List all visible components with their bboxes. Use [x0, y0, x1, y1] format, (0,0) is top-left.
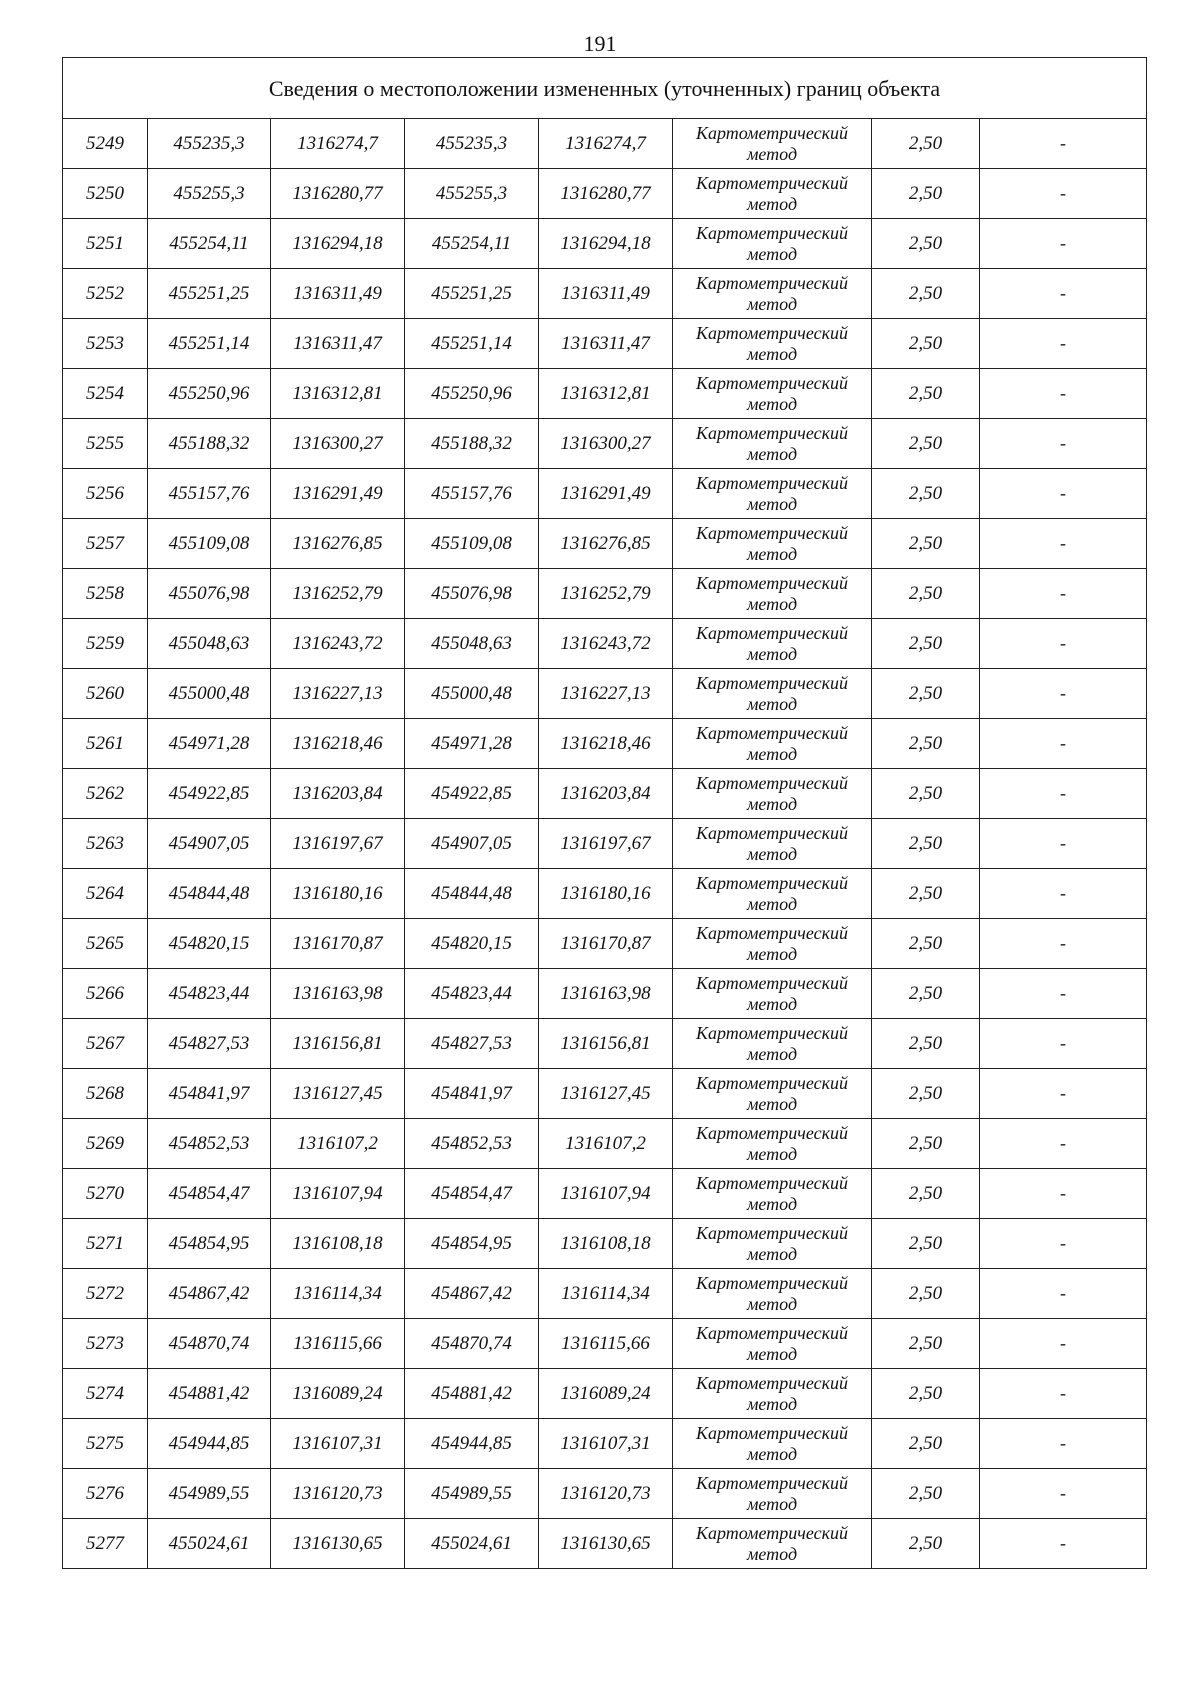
precision-cell: 2,50: [872, 1469, 980, 1519]
x-new-cell: 455254,11: [405, 219, 539, 269]
point-number-cell: 5258: [63, 569, 148, 619]
method-cell: Картометрический метод: [673, 969, 872, 1019]
point-number-cell: 5263: [63, 819, 148, 869]
table-row: [63, 919, 1147, 969]
x-existing-cell: 455255,3: [148, 169, 271, 219]
x-new-cell: 455000,48: [405, 669, 539, 719]
method-cell: Картометрический метод: [673, 319, 872, 369]
description-cell: -: [980, 519, 1147, 569]
description-cell: -: [980, 119, 1147, 169]
y-new-cell: 1316311,47: [539, 319, 673, 369]
y-existing-cell: 1316127,45: [271, 1069, 405, 1119]
table-row: [63, 1469, 1147, 1519]
method-cell: Картометрический метод: [673, 769, 872, 819]
description-cell: -: [980, 1169, 1147, 1219]
y-new-cell: 1316130,65: [539, 1519, 673, 1569]
method-cell: Картометрический метод: [673, 1319, 872, 1369]
y-new-cell: 1316276,85: [539, 519, 673, 569]
y-existing-cell: 1316252,79: [271, 569, 405, 619]
x-existing-cell: 454989,55: [148, 1469, 271, 1519]
precision-cell: 2,50: [872, 519, 980, 569]
method-cell: Картометрический метод: [673, 269, 872, 319]
x-new-cell: 454870,74: [405, 1319, 539, 1369]
method-cell: Картометрический метод: [673, 1169, 872, 1219]
x-existing-cell: 454841,97: [148, 1069, 271, 1119]
description-cell: -: [980, 1369, 1147, 1419]
x-existing-cell: 455109,08: [148, 519, 271, 569]
x-existing-cell: 454820,15: [148, 919, 271, 969]
point-number-cell: 5249: [63, 119, 148, 169]
precision-cell: 2,50: [872, 569, 980, 619]
table-row: [63, 219, 1147, 269]
description-cell: -: [980, 819, 1147, 869]
y-new-cell: 1316107,2: [539, 1119, 673, 1169]
precision-cell: 2,50: [872, 619, 980, 669]
x-existing-cell: 455000,48: [148, 669, 271, 719]
x-new-cell: 455048,63: [405, 619, 539, 669]
x-existing-cell: 455076,98: [148, 569, 271, 619]
precision-cell: 2,50: [872, 1069, 980, 1119]
y-existing-cell: 1316115,66: [271, 1319, 405, 1369]
y-new-cell: 1316107,31: [539, 1419, 673, 1469]
point-number-cell: 5261: [63, 719, 148, 769]
description-cell: -: [980, 469, 1147, 519]
table-row: [63, 569, 1147, 619]
description-cell: -: [980, 419, 1147, 469]
x-new-cell: 454854,95: [405, 1219, 539, 1269]
x-new-cell: 454820,15: [405, 919, 539, 969]
x-existing-cell: 455235,3: [148, 119, 271, 169]
table-row: [63, 869, 1147, 919]
y-new-cell: 1316291,49: [539, 469, 673, 519]
y-new-cell: 1316107,94: [539, 1169, 673, 1219]
x-new-cell: 455255,3: [405, 169, 539, 219]
x-new-cell: 455024,61: [405, 1519, 539, 1569]
y-new-cell: 1316294,18: [539, 219, 673, 269]
table-row: [63, 1369, 1147, 1419]
description-cell: -: [980, 969, 1147, 1019]
x-existing-cell: 454852,53: [148, 1119, 271, 1169]
point-number-cell: 5252: [63, 269, 148, 319]
table-row: [63, 719, 1147, 769]
table-row: [63, 969, 1147, 1019]
y-new-cell: 1316127,45: [539, 1069, 673, 1119]
description-cell: -: [980, 769, 1147, 819]
y-existing-cell: 1316156,81: [271, 1019, 405, 1069]
point-number-cell: 5268: [63, 1069, 148, 1119]
y-new-cell: 1316227,13: [539, 669, 673, 719]
x-existing-cell: 454854,47: [148, 1169, 271, 1219]
x-existing-cell: 454944,85: [148, 1419, 271, 1469]
table-row: [63, 1069, 1147, 1119]
description-cell: -: [980, 319, 1147, 369]
description-cell: -: [980, 919, 1147, 969]
y-existing-cell: 1316170,87: [271, 919, 405, 969]
x-new-cell: 454823,44: [405, 969, 539, 1019]
y-new-cell: 1316243,72: [539, 619, 673, 669]
y-new-cell: 1316156,81: [539, 1019, 673, 1069]
point-number-cell: 5273: [63, 1319, 148, 1369]
precision-cell: 2,50: [872, 169, 980, 219]
point-number-cell: 5257: [63, 519, 148, 569]
point-number-cell: 5276: [63, 1469, 148, 1519]
x-existing-cell: 454881,42: [148, 1369, 271, 1419]
x-existing-cell: 454971,28: [148, 719, 271, 769]
y-new-cell: 1316203,84: [539, 769, 673, 819]
precision-cell: 2,50: [872, 219, 980, 269]
y-new-cell: 1316218,46: [539, 719, 673, 769]
precision-cell: 2,50: [872, 1219, 980, 1269]
description-cell: -: [980, 869, 1147, 919]
page-number: 191: [583, 31, 617, 56]
description-cell: -: [980, 1419, 1147, 1469]
precision-cell: 2,50: [872, 1269, 980, 1319]
method-cell: Картометрический метод: [673, 219, 872, 269]
y-new-cell: 1316180,16: [539, 869, 673, 919]
y-new-cell: 1316115,66: [539, 1319, 673, 1369]
point-number-cell: 5259: [63, 619, 148, 669]
x-new-cell: 454844,48: [405, 869, 539, 919]
description-cell: -: [980, 1319, 1147, 1369]
point-number-cell: 5251: [63, 219, 148, 269]
point-number-cell: 5271: [63, 1219, 148, 1269]
x-existing-cell: 455024,61: [148, 1519, 271, 1569]
y-new-cell: 1316120,73: [539, 1469, 673, 1519]
method-cell: Картометрический метод: [673, 119, 872, 169]
point-number-cell: 5254: [63, 369, 148, 419]
y-existing-cell: 1316294,18: [271, 219, 405, 269]
method-cell: Картометрический метод: [673, 519, 872, 569]
boundary-coordinates-table: [62, 57, 1147, 1569]
y-existing-cell: 1316120,73: [271, 1469, 405, 1519]
table-row: [63, 1219, 1147, 1269]
description-cell: -: [980, 369, 1147, 419]
description-cell: -: [980, 169, 1147, 219]
table-row: [63, 769, 1147, 819]
y-existing-cell: 1316107,31: [271, 1419, 405, 1469]
method-cell: Картометрический метод: [673, 1369, 872, 1419]
method-cell: Картометрический метод: [673, 1269, 872, 1319]
y-existing-cell: 1316089,24: [271, 1369, 405, 1419]
precision-cell: 2,50: [872, 1169, 980, 1219]
table-row: [63, 1119, 1147, 1169]
y-new-cell: 1316170,87: [539, 919, 673, 969]
y-existing-cell: 1316311,49: [271, 269, 405, 319]
x-new-cell: 455157,76: [405, 469, 539, 519]
y-existing-cell: 1316274,7: [271, 119, 405, 169]
table-row: [63, 669, 1147, 719]
x-existing-cell: 455251,25: [148, 269, 271, 319]
point-number-cell: 5269: [63, 1119, 148, 1169]
table-row: [63, 169, 1147, 219]
y-existing-cell: 1316276,85: [271, 519, 405, 569]
precision-cell: 2,50: [872, 1419, 980, 1469]
y-existing-cell: 1316180,16: [271, 869, 405, 919]
y-existing-cell: 1316163,98: [271, 969, 405, 1019]
description-cell: -: [980, 1069, 1147, 1119]
point-number-cell: 5255: [63, 419, 148, 469]
x-existing-cell: 455188,32: [148, 419, 271, 469]
description-cell: -: [980, 569, 1147, 619]
x-existing-cell: 454854,95: [148, 1219, 271, 1269]
description-cell: -: [980, 719, 1147, 769]
point-number-cell: 5253: [63, 319, 148, 369]
x-existing-cell: 455250,96: [148, 369, 271, 419]
method-cell: Картометрический метод: [673, 369, 872, 419]
method-cell: Картометрический метод: [673, 1469, 872, 1519]
x-new-cell: 454922,85: [405, 769, 539, 819]
table-row: [63, 269, 1147, 319]
x-new-cell: 454854,47: [405, 1169, 539, 1219]
table-row: [63, 319, 1147, 369]
y-existing-cell: 1316107,2: [271, 1119, 405, 1169]
x-existing-cell: 455048,63: [148, 619, 271, 669]
x-new-cell: 454841,97: [405, 1069, 539, 1119]
y-new-cell: 1316197,67: [539, 819, 673, 869]
precision-cell: 2,50: [872, 369, 980, 419]
y-existing-cell: 1316218,46: [271, 719, 405, 769]
x-existing-cell: 454827,53: [148, 1019, 271, 1069]
x-new-cell: 455251,14: [405, 319, 539, 369]
y-existing-cell: 1316227,13: [271, 669, 405, 719]
description-cell: -: [980, 219, 1147, 269]
x-new-cell: 454944,85: [405, 1419, 539, 1469]
y-new-cell: 1316089,24: [539, 1369, 673, 1419]
precision-cell: 2,50: [872, 919, 980, 969]
table-row: [63, 1019, 1147, 1069]
point-number-cell: 5266: [63, 969, 148, 1019]
point-number-cell: 5277: [63, 1519, 148, 1569]
precision-cell: 2,50: [872, 1319, 980, 1369]
y-existing-cell: 1316130,65: [271, 1519, 405, 1569]
y-existing-cell: 1316300,27: [271, 419, 405, 469]
method-cell: Картометрический метод: [673, 819, 872, 869]
precision-cell: 2,50: [872, 1019, 980, 1069]
y-existing-cell: 1316311,47: [271, 319, 405, 369]
y-new-cell: 1316311,49: [539, 269, 673, 319]
x-new-cell: 455109,08: [405, 519, 539, 569]
method-cell: Картометрический метод: [673, 619, 872, 669]
table-row: [63, 469, 1147, 519]
y-new-cell: 1316108,18: [539, 1219, 673, 1269]
x-existing-cell: 454823,44: [148, 969, 271, 1019]
x-existing-cell: 455251,14: [148, 319, 271, 369]
table-row: [63, 1419, 1147, 1469]
table-title-row: [63, 58, 1147, 119]
y-existing-cell: 1316203,84: [271, 769, 405, 819]
x-existing-cell: 454870,74: [148, 1319, 271, 1369]
table-body: [63, 119, 1147, 1569]
x-new-cell: 454852,53: [405, 1119, 539, 1169]
point-number-cell: 5265: [63, 919, 148, 969]
method-cell: Картометрический метод: [673, 469, 872, 519]
x-existing-cell: 454907,05: [148, 819, 271, 869]
y-new-cell: 1316312,81: [539, 369, 673, 419]
y-existing-cell: 1316197,67: [271, 819, 405, 869]
description-cell: -: [980, 669, 1147, 719]
table-row: [63, 119, 1147, 169]
x-existing-cell: 454867,42: [148, 1269, 271, 1319]
y-new-cell: 1316252,79: [539, 569, 673, 619]
table-row: [63, 1319, 1147, 1369]
y-existing-cell: 1316114,34: [271, 1269, 405, 1319]
method-cell: Картометрический метод: [673, 869, 872, 919]
description-cell: -: [980, 619, 1147, 669]
precision-cell: 2,50: [872, 1519, 980, 1569]
point-number-cell: 5272: [63, 1269, 148, 1319]
x-new-cell: 454827,53: [405, 1019, 539, 1069]
point-number-cell: 5250: [63, 169, 148, 219]
x-new-cell: 454971,28: [405, 719, 539, 769]
precision-cell: 2,50: [872, 769, 980, 819]
method-cell: Картометрический метод: [673, 669, 872, 719]
x-new-cell: 455076,98: [405, 569, 539, 619]
table-row: [63, 1519, 1147, 1569]
x-new-cell: 454989,55: [405, 1469, 539, 1519]
table-row: [63, 619, 1147, 669]
x-new-cell: 455251,25: [405, 269, 539, 319]
y-existing-cell: 1316108,18: [271, 1219, 405, 1269]
description-cell: -: [980, 269, 1147, 319]
x-existing-cell: 455157,76: [148, 469, 271, 519]
x-existing-cell: 455254,11: [148, 219, 271, 269]
description-cell: -: [980, 1519, 1147, 1569]
y-existing-cell: 1316107,94: [271, 1169, 405, 1219]
description-cell: -: [980, 1469, 1147, 1519]
precision-cell: 2,50: [872, 869, 980, 919]
precision-cell: 2,50: [872, 469, 980, 519]
y-existing-cell: 1316243,72: [271, 619, 405, 669]
x-new-cell: 455235,3: [405, 119, 539, 169]
method-cell: Картометрический метод: [673, 1069, 872, 1119]
method-cell: Картометрический метод: [673, 169, 872, 219]
x-new-cell: 454881,42: [405, 1369, 539, 1419]
description-cell: -: [980, 1019, 1147, 1069]
method-cell: Картометрический метод: [673, 1419, 872, 1469]
y-new-cell: 1316163,98: [539, 969, 673, 1019]
method-cell: Картометрический метод: [673, 419, 872, 469]
precision-cell: 2,50: [872, 1119, 980, 1169]
point-number-cell: 5264: [63, 869, 148, 919]
y-new-cell: 1316280,77: [539, 169, 673, 219]
precision-cell: 2,50: [872, 1369, 980, 1419]
method-cell: Картометрический метод: [673, 569, 872, 619]
method-cell: Картометрический метод: [673, 1019, 872, 1069]
point-number-cell: 5262: [63, 769, 148, 819]
precision-cell: 2,50: [872, 819, 980, 869]
method-cell: Картометрический метод: [673, 1519, 872, 1569]
point-number-cell: 5267: [63, 1019, 148, 1069]
table-row: [63, 369, 1147, 419]
table-row: [63, 1269, 1147, 1319]
precision-cell: 2,50: [872, 719, 980, 769]
method-cell: Картометрический метод: [673, 1119, 872, 1169]
description-cell: -: [980, 1119, 1147, 1169]
y-new-cell: 1316300,27: [539, 419, 673, 469]
y-existing-cell: 1316291,49: [271, 469, 405, 519]
x-new-cell: 454907,05: [405, 819, 539, 869]
y-new-cell: 1316274,7: [539, 119, 673, 169]
point-number-cell: 5275: [63, 1419, 148, 1469]
y-new-cell: 1316114,34: [539, 1269, 673, 1319]
precision-cell: 2,50: [872, 669, 980, 719]
table-row: [63, 519, 1147, 569]
x-existing-cell: 454844,48: [148, 869, 271, 919]
point-number-cell: 5260: [63, 669, 148, 719]
table-row: [63, 1169, 1147, 1219]
precision-cell: 2,50: [872, 969, 980, 1019]
point-number-cell: 5256: [63, 469, 148, 519]
y-existing-cell: 1316312,81: [271, 369, 405, 419]
precision-cell: 2,50: [872, 319, 980, 369]
x-new-cell: 455250,96: [405, 369, 539, 419]
table-row: [63, 819, 1147, 869]
x-new-cell: 454867,42: [405, 1269, 539, 1319]
method-cell: Картометрический метод: [673, 1219, 872, 1269]
table-row: [63, 419, 1147, 469]
description-cell: -: [980, 1269, 1147, 1319]
precision-cell: 2,50: [872, 119, 980, 169]
precision-cell: 2,50: [872, 269, 980, 319]
precision-cell: 2,50: [872, 419, 980, 469]
point-number-cell: 5270: [63, 1169, 148, 1219]
description-cell: -: [980, 1219, 1147, 1269]
x-new-cell: 455188,32: [405, 419, 539, 469]
x-existing-cell: 454922,85: [148, 769, 271, 819]
point-number-cell: 5274: [63, 1369, 148, 1419]
y-existing-cell: 1316280,77: [271, 169, 405, 219]
table-title: Сведения о местоположении измененных (уточненных) границ объекта: [63, 58, 1147, 119]
method-cell: Картометрический метод: [673, 919, 872, 969]
method-cell: Картометрический метод: [673, 719, 872, 769]
